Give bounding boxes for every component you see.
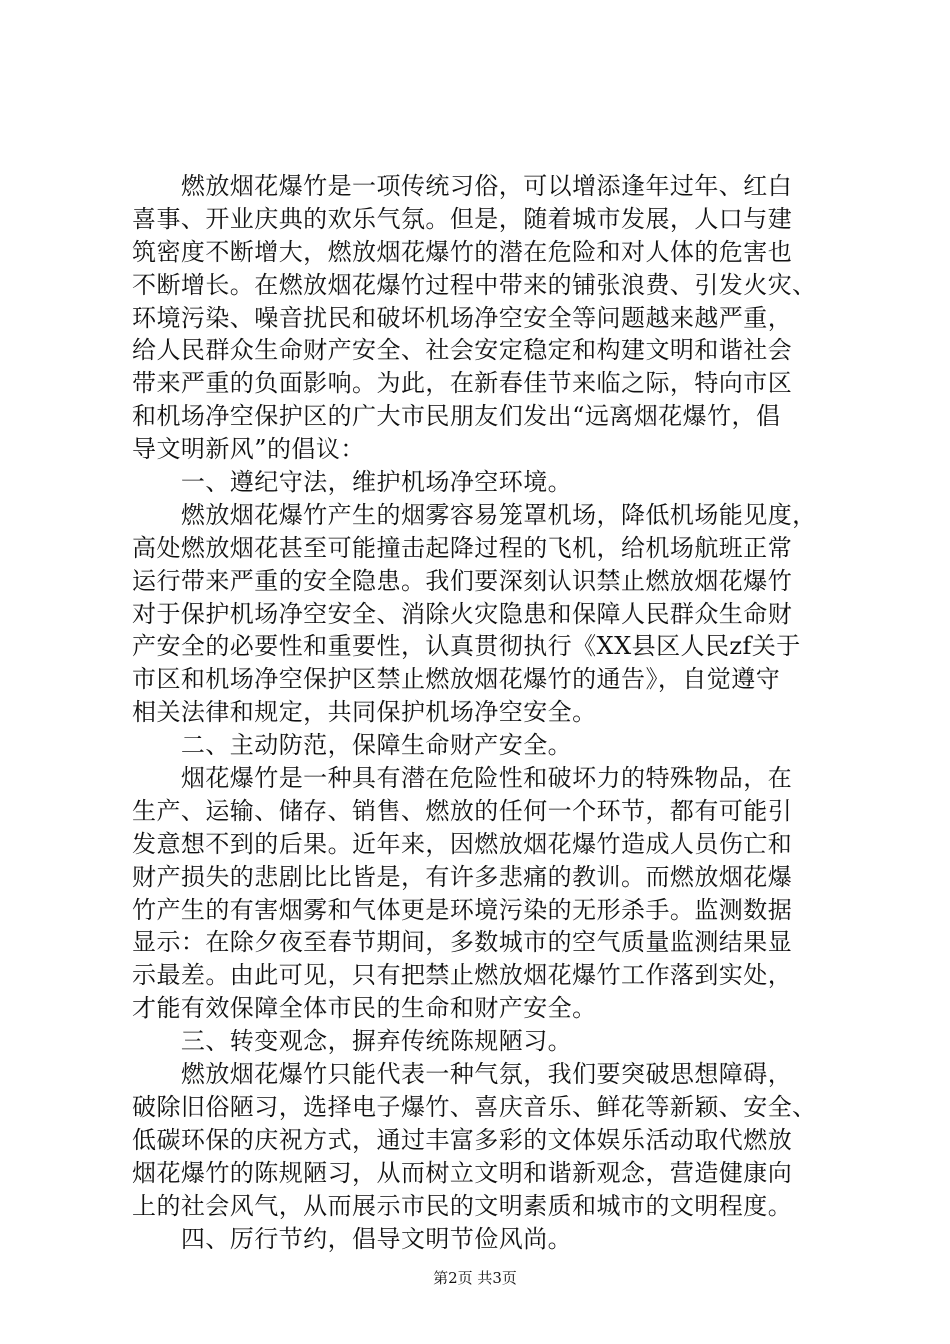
text-line: 市区和机场净空保护区禁止燃放烟花爆竹的通告》，自觉遵守 [132, 665, 781, 694]
text-line: 环境污染、噪音扰民和破坏机场净空安全等问题越来越严重， [132, 303, 793, 332]
text-line: 烟花爆竹是一种具有潜在危险性和破坏力的特殊物品，在 [132, 764, 793, 793]
text-line: 财产损失的悲剧比比皆是，有许多悲痛的教训。而燃放烟花爆 [132, 862, 793, 891]
text-line: 燃放烟花爆竹只能代表一种气氛，我们要突破思想障碍， [132, 1060, 793, 1089]
text-line: 燃放烟花爆竹产生的烟雾容易笼罩机场，降低机场能见度， [132, 500, 817, 529]
text-line: 烟花爆竹的陈规陋习，从而树立文明和谐新观念，营造健康向 [132, 1158, 793, 1187]
text-line: 生产、运输、储存、销售、燃放的任何一个环节，都有可能引 [132, 796, 793, 825]
text-line: 二、主动防范，保障生命财产安全。 [132, 731, 573, 760]
text-line: 一、遵纪守法，维护机场净空环境。 [132, 468, 573, 497]
text-line: 示最差。由此可见，只有把禁止燃放烟花爆竹工作落到实处， [132, 961, 793, 990]
text-line: 三、转变观念，摒弃传统陈规陋习。 [132, 1027, 573, 1056]
document-body [132, 170, 852, 1255]
text-line: 发意想不到的后果。近年来，因燃放烟花爆竹造成人员伤亡和 [132, 829, 793, 858]
text-line: 才能有效保障全体市民的生命和财产安全。 [132, 994, 597, 1023]
text-line: 低碳环保的庆祝方式，通过丰富多彩的文体娱乐活动取代燃放 [132, 1125, 793, 1154]
text-line: 四、厉行节约，倡导文明节俭风尚。 [132, 1224, 573, 1253]
text-line: 产安全的必要性和重要性，认真贯彻执行《XX县区人民zf关于 [132, 632, 801, 661]
text-line: 筑密度不断增大，燃放烟花爆竹的潜在危险和对人体的危害也 [132, 237, 793, 266]
text-line: 竹产生的有害烟雾和气体更是环境污染的无形杀手。监测数据 [132, 895, 793, 924]
text-line: 带来严重的负面影响。为此，在新春佳节来临之际，特向市区 [132, 369, 793, 398]
text-line: 破除旧俗陋习，选择电子爆竹、喜庆音乐、鲜花等新颖、安全、 [132, 1092, 817, 1121]
text-line: 相关法律和规定，共同保护机场净空安全。 [132, 698, 597, 727]
text-line: 不断增长。在燃放烟花爆竹过程中带来的铺张浪费、引发火灾、 [132, 270, 817, 299]
text-line: 给人民群众生命财产安全、社会安定稳定和构建文明和谐社会 [132, 336, 793, 365]
text-line: 对于保护机场净空安全、消除火灾隐患和保障人民群众生命财 [132, 599, 793, 628]
text-line: 和机场净空保护区的广大市民朋友们发出“远离烟花爆竹，倡 [132, 402, 781, 431]
text-line: 喜事、开业庆典的欢乐气氛。但是，随着城市发展，人口与建 [132, 204, 793, 233]
text-line: 导文明新风”的倡议： [132, 435, 365, 464]
text-line: 上的社会风气，从而展示市民的文明素质和城市的文明程度。 [132, 1191, 793, 1220]
page-number-footer: 第2页 共3页 [433, 1269, 517, 1287]
text-line: 运行带来严重的安全隐患。我们要深刻认识禁止燃放烟花爆竹 [132, 566, 793, 595]
text-line: 燃放烟花爆竹是一项传统习俗，可以增添逢年过年、红白 [132, 172, 793, 200]
text-line: 高处燃放烟花甚至可能撞击起降过程的飞机，给机场航班正常 [132, 533, 793, 562]
text-line: 显示：在除夕夜至春节期间，多数城市的空气质量监测结果显 [132, 928, 793, 957]
